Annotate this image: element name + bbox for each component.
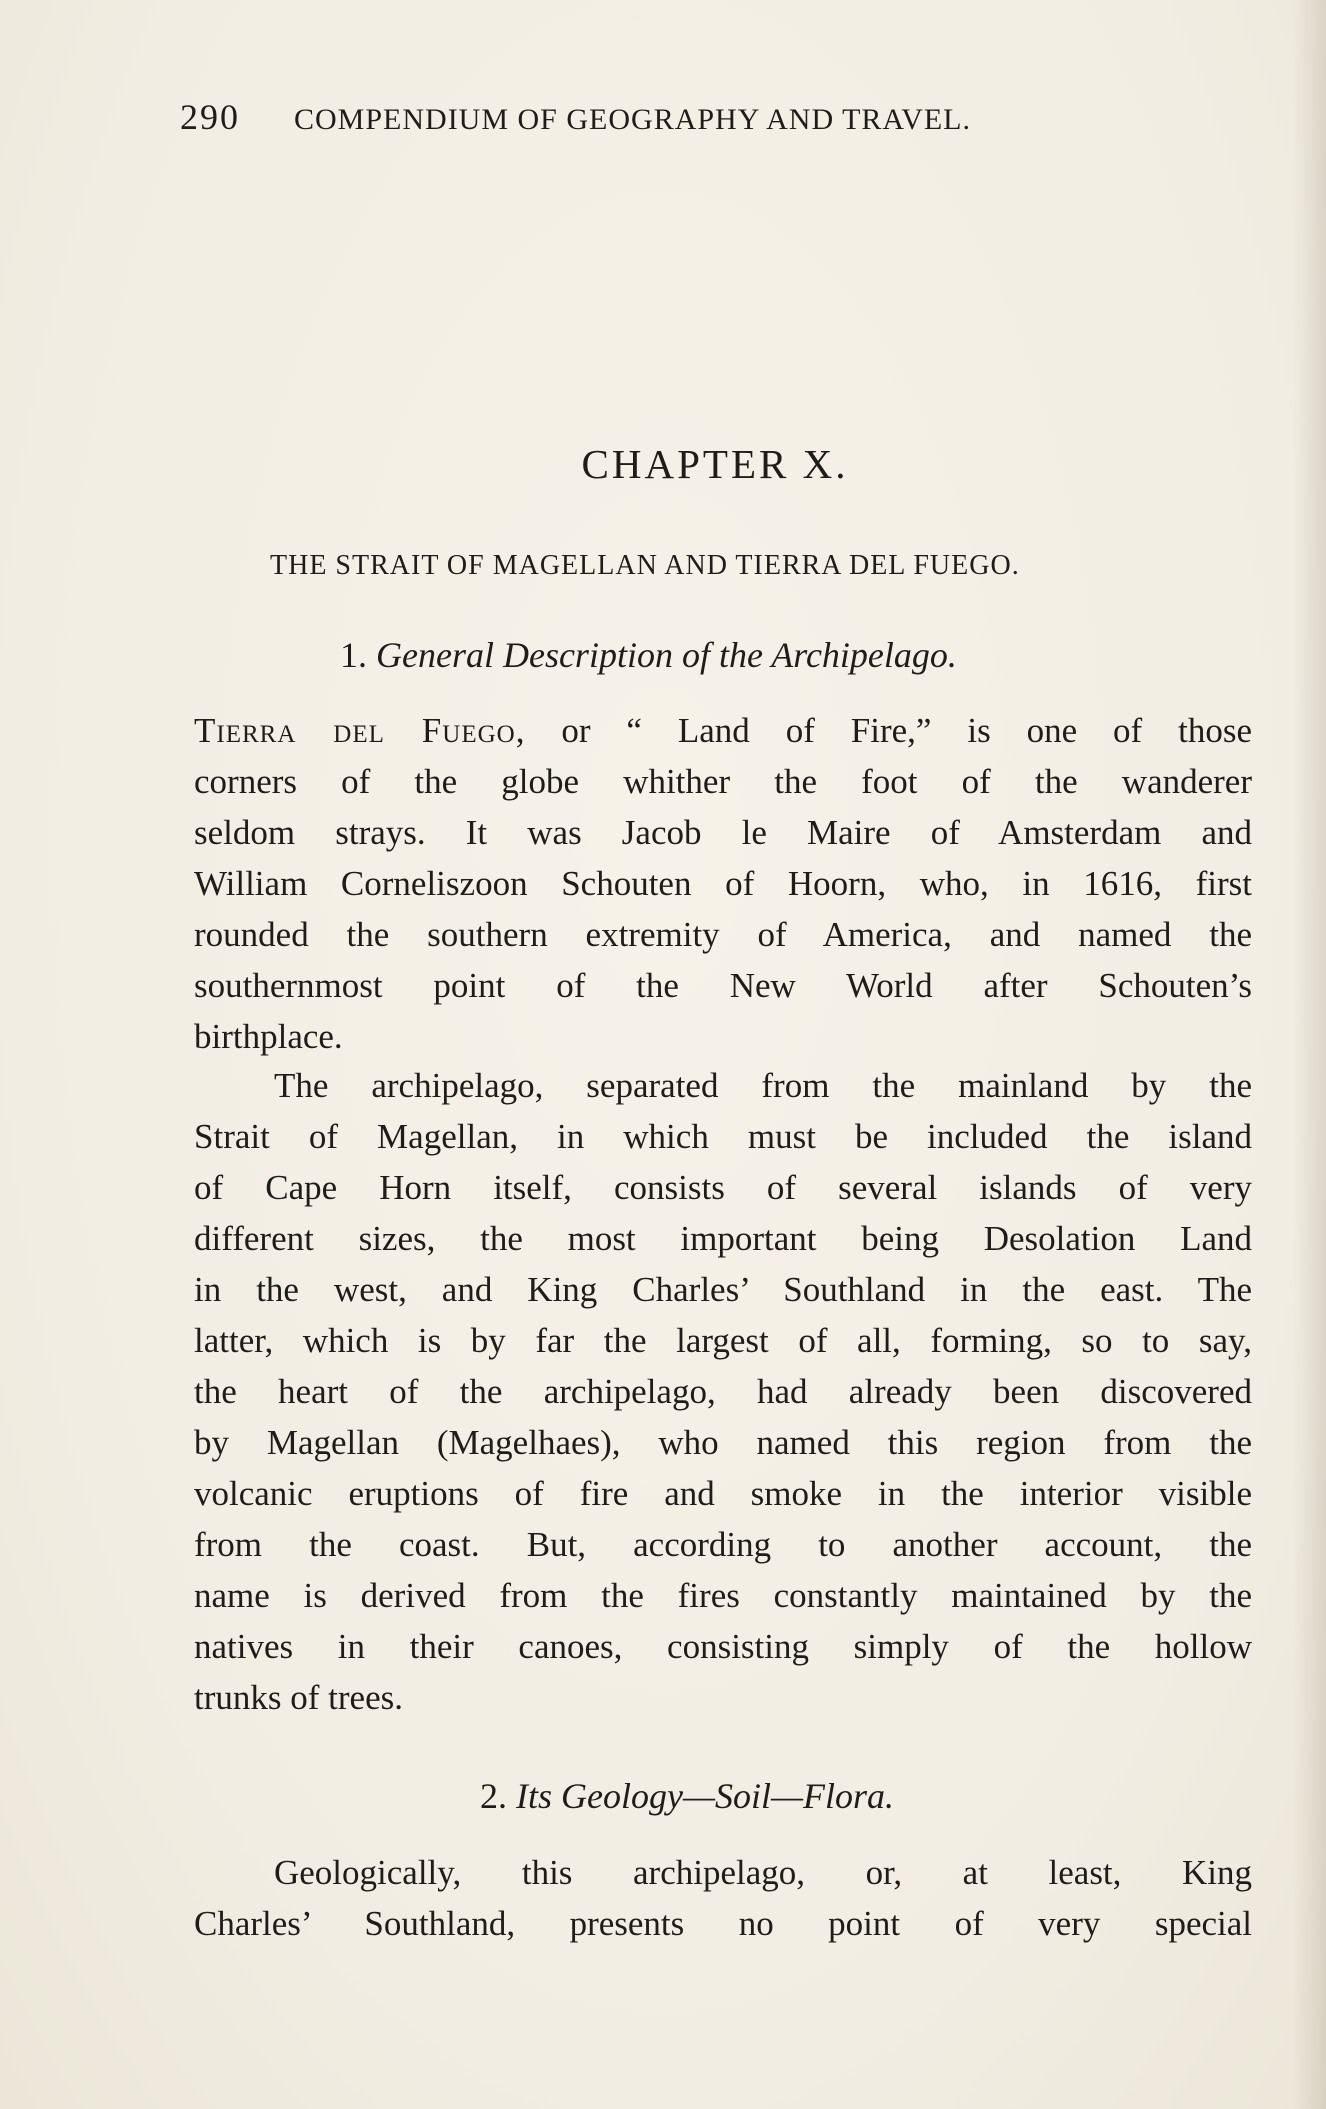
chapter-heading: CHAPTER X. [581, 441, 849, 487]
text-line: corners of the globe whither the foot of the wanderer [194, 762, 1252, 801]
text-line: southernmost point of the New World after Schouten’s [194, 966, 1252, 1005]
section-number: 2. [480, 1776, 507, 1816]
text-line: by Magellan (Magelhaes), who named this region from the [194, 1423, 1252, 1462]
paragraph-3 [194, 1847, 1252, 1949]
opening-small-caps: Tierra del Fuego, [194, 711, 526, 750]
section-title: Its Geology—Soil—Flora. [516, 1776, 894, 1816]
text-line: name is derived from the fires constantly maintained by the [194, 1576, 1252, 1615]
text-line: from the coast. But, according to another account, the [194, 1525, 1252, 1564]
paragraph-1 [194, 705, 1252, 1062]
section-number: 1. [340, 635, 367, 675]
text-line: in the west, and King Charles’ Southland in the east. The [194, 1270, 1252, 1309]
page-gutter-shadow [1292, 0, 1326, 2109]
text-line: Strait of Magellan, in which must be included the island [194, 1117, 1252, 1156]
text-line: of Cape Horn itself, consists of several islands of very [194, 1168, 1252, 1207]
section-title: General Description of the Archipelago. [376, 635, 957, 675]
text-line: Tierra del Fuego, or “ Land of Fire,” is one of those [194, 711, 1252, 750]
text-line: Geologically, this archipelago, or, at least, King [274, 1853, 1252, 1892]
text-line: latter, which is by far the largest of all, forming, so to say, [194, 1321, 1252, 1360]
section-heading-2 [480, 1775, 894, 1817]
text-line: William Corneliszoon Schouten of Hoorn, who, in 1616, first [194, 864, 1252, 903]
chapter-subtitle: THE STRAIT OF MAGELLAN AND TIERRA DEL FUEGO. [270, 550, 1020, 581]
page-number: 290 [180, 97, 240, 137]
running-head [180, 96, 1080, 138]
text-line: different sizes, the most important being Desolation Land [194, 1219, 1252, 1258]
text-line: The archipelago, separated from the mainland by the [274, 1066, 1252, 1105]
text-line: trunks of trees. [194, 1678, 403, 1717]
text-line: rounded the southern extremity of America, and named the [194, 915, 1252, 954]
text-line: the heart of the archipelago, had already been discovered [194, 1372, 1252, 1411]
text-line: seldom strays. It was Jacob le Maire of Amsterdam and [194, 813, 1252, 852]
text-line: volcanic eruptions of fire and smoke in the interior visible [194, 1474, 1252, 1513]
running-head-title: COMPENDIUM OF GEOGRAPHY AND TRAVEL. [294, 103, 972, 136]
text-line: Charles’ Southland, presents no point of very special [194, 1904, 1252, 1943]
section-heading-1 [340, 634, 957, 676]
text-line: natives in their canoes, consisting simply of the hollow [194, 1627, 1252, 1666]
paragraph-2 [194, 1060, 1252, 1723]
text-line: birthplace. [194, 1017, 343, 1056]
